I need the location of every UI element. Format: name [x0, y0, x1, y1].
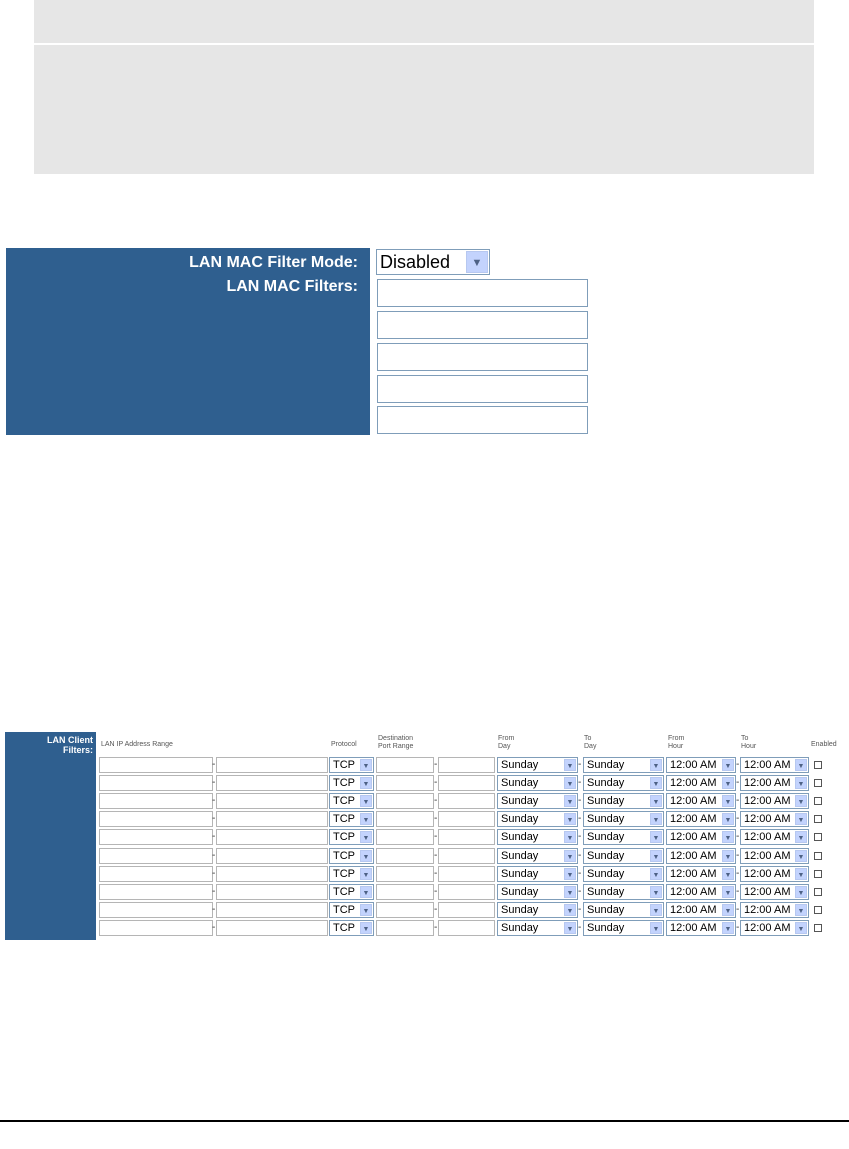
range-separator: -: [212, 813, 216, 825]
ip-range-end-input[interactable]: [216, 884, 328, 900]
chevron-down-icon[interactable]: ▼: [795, 922, 807, 934]
ip-range-start-input[interactable]: [99, 848, 216, 864]
from-day-select-value: Sunday: [501, 885, 539, 898]
chevron-down-icon[interactable]: ▼: [795, 831, 807, 843]
from-hour-select[interactable]: [666, 884, 736, 900]
ip-range-end-input[interactable]: [216, 793, 328, 809]
to-hour-select[interactable]: [740, 811, 809, 827]
to-day-select[interactable]: [583, 920, 664, 936]
to-hour-select-value: 12:00 AM: [744, 849, 791, 862]
range-separator: -: [212, 759, 216, 770]
chevron-down-icon[interactable]: ▼: [722, 904, 734, 916]
header-from-hour-line1: From: [668, 735, 685, 742]
chevron-down-icon[interactable]: ▼: [564, 795, 576, 807]
protocol-select[interactable]: [329, 866, 374, 882]
from-hour-select-value: 12:00 AM: [670, 759, 717, 771]
chevron-down-icon[interactable]: ▼: [360, 886, 372, 898]
ip-range-end-input[interactable]: [216, 757, 328, 773]
protocol-select[interactable]: [329, 920, 374, 936]
from-hour-select[interactable]: [666, 866, 736, 882]
ip-range-end-input[interactable]: [216, 775, 328, 791]
range-separator: -: [736, 885, 740, 897]
to-day-select-value: Sunday: [587, 795, 625, 808]
to-day-select-value: Sunday: [587, 867, 625, 880]
mac-filter-label-panel: [6, 248, 370, 435]
chevron-down-icon[interactable]: ▼: [650, 868, 662, 880]
range-separator: -: [578, 777, 582, 789]
chevron-down-icon[interactable]: ▼: [360, 831, 372, 843]
ip-range-start-input[interactable]: [99, 757, 216, 773]
from-hour-select[interactable]: [666, 920, 736, 936]
range-separator: -: [736, 813, 740, 825]
chevron-down-icon[interactable]: ▼: [722, 777, 734, 789]
protocol-select[interactable]: [329, 848, 374, 864]
to-day-select[interactable]: [583, 775, 664, 791]
from-day-select-value: Sunday: [501, 903, 539, 916]
dest-port-end-input[interactable]: [438, 884, 495, 900]
range-separator: -: [434, 795, 438, 807]
protocol-select-value: TCP: [333, 813, 355, 826]
protocol-select[interactable]: [329, 811, 374, 827]
to-day-select[interactable]: [583, 757, 664, 773]
from-day-select[interactable]: [497, 757, 578, 773]
ip-range-end-input[interactable]: [216, 920, 328, 936]
chevron-down-icon[interactable]: ▼: [795, 777, 807, 789]
chevron-down-icon[interactable]: ▼: [564, 813, 576, 825]
chevron-down-icon[interactable]: ▼: [650, 886, 662, 898]
from-hour-select-value: 12:00 AM: [670, 885, 717, 898]
top-info-panel: [34, 0, 814, 174]
ip-range-end-input[interactable]: [216, 902, 328, 918]
range-separator: -: [434, 867, 438, 879]
chevron-down-icon[interactable]: ▼: [650, 831, 662, 843]
chevron-down-icon[interactable]: ▼: [360, 850, 372, 862]
from-hour-select-value: 12:00 AM: [670, 831, 717, 844]
to-day-select-value: Sunday: [587, 885, 625, 898]
chevron-down-icon[interactable]: ▼: [564, 922, 576, 934]
dest-port-end-input[interactable]: [438, 829, 495, 845]
chevron-down-icon[interactable]: ▼: [722, 886, 734, 898]
enabled-checkbox[interactable]: [814, 797, 822, 805]
range-separator: -: [578, 831, 582, 843]
chevron-down-icon[interactable]: ▼: [564, 904, 576, 916]
dest-port-start-input[interactable]: [376, 793, 434, 809]
to-hour-select[interactable]: [740, 793, 809, 809]
dest-port-end-input[interactable]: [438, 775, 495, 791]
filter-row: [0, 828, 849, 846]
protocol-select-value: TCP: [333, 867, 355, 880]
range-separator: -: [212, 867, 216, 879]
range-separator: -: [736, 903, 740, 915]
from-hour-select[interactable]: [666, 775, 736, 791]
header-to-day-line1: To: [584, 735, 592, 742]
mac-filters-label: LAN MAC Filters:: [226, 278, 358, 295]
from-day-select[interactable]: [497, 848, 578, 864]
to-hour-select[interactable]: [740, 884, 809, 900]
protocol-select-value: TCP: [333, 831, 355, 844]
range-separator: -: [212, 849, 216, 861]
from-day-select[interactable]: [497, 902, 578, 918]
enabled-checkbox[interactable]: [814, 906, 822, 914]
enabled-checkbox[interactable]: [814, 852, 822, 860]
protocol-select-value: TCP: [333, 777, 355, 790]
chevron-down-icon[interactable]: ▼: [650, 795, 662, 807]
enabled-checkbox[interactable]: [814, 779, 822, 787]
mac-filter-input-1[interactable]: [377, 279, 588, 307]
lan-client-filters-title: [13, 735, 93, 755]
protocol-select[interactable]: [329, 829, 374, 845]
chevron-down-icon[interactable]: ▼: [650, 777, 662, 789]
header-to-day: [584, 735, 596, 751]
range-separator: -: [434, 849, 438, 861]
from-day-select[interactable]: [497, 775, 578, 791]
chevron-down-icon[interactable]: ▼: [722, 759, 734, 771]
chevron-down-icon[interactable]: ▼: [564, 886, 576, 898]
range-separator: -: [434, 903, 438, 915]
chevron-down-icon[interactable]: ▼: [650, 904, 662, 916]
from-day-select-value: Sunday: [501, 777, 539, 790]
protocol-select[interactable]: [329, 902, 374, 918]
to-day-select[interactable]: [583, 811, 664, 827]
range-separator: -: [736, 831, 740, 843]
enabled-checkbox[interactable]: [814, 815, 822, 823]
dest-port-start-input[interactable]: [376, 920, 434, 936]
to-hour-select[interactable]: [740, 866, 809, 882]
header-destination-line2: Port Range: [378, 743, 414, 750]
to-day-select-value: Sunday: [587, 849, 625, 862]
protocol-select[interactable]: [329, 757, 374, 773]
protocol-select-value: TCP: [333, 849, 355, 862]
ip-range-start-input[interactable]: [99, 811, 216, 827]
filter-row: [0, 774, 849, 792]
header-ip-range: LAN IP Address Range: [101, 741, 173, 748]
mac-filter-input-5[interactable]: [377, 406, 588, 434]
range-separator: -: [434, 885, 438, 897]
header-from-day-line1: From: [498, 735, 515, 742]
ip-range-end-input[interactable]: [216, 829, 328, 845]
header-protocol: Protocol: [331, 741, 357, 748]
dest-port-start-input[interactable]: [376, 848, 434, 864]
chevron-down-icon[interactable]: ▼: [360, 904, 372, 916]
range-separator: -: [434, 759, 438, 770]
lan-client-title-line1: LAN Client: [47, 735, 93, 745]
range-separator: -: [434, 921, 438, 933]
from-hour-select[interactable]: [666, 902, 736, 918]
from-day-select[interactable]: [497, 793, 578, 809]
header-destination: [378, 735, 413, 751]
dest-port-start-input[interactable]: [376, 775, 434, 791]
from-day-select[interactable]: [497, 884, 578, 900]
mac-filter-input-3[interactable]: [377, 343, 588, 371]
to-hour-select-value: 12:00 AM: [744, 759, 791, 771]
mac-filter-mode-select[interactable]: [376, 249, 490, 275]
range-separator: -: [736, 867, 740, 879]
range-separator: -: [736, 849, 740, 861]
from-hour-select[interactable]: [666, 829, 736, 845]
enabled-checkbox[interactable]: [814, 833, 822, 841]
to-hour-select[interactable]: [740, 848, 809, 864]
chevron-down-icon[interactable]: ▼: [722, 813, 734, 825]
to-hour-select-value: 12:00 AM: [744, 813, 791, 826]
from-hour-select[interactable]: [666, 848, 736, 864]
chevron-down-icon[interactable]: ▼: [722, 795, 734, 807]
from-hour-select[interactable]: [666, 757, 736, 773]
range-separator: -: [434, 831, 438, 843]
filter-row: [0, 847, 849, 865]
dest-port-start-input[interactable]: [376, 902, 434, 918]
ip-range-start-input[interactable]: [99, 902, 216, 918]
from-hour-select-value: 12:00 AM: [670, 903, 717, 916]
from-hour-select-value: 12:00 AM: [670, 795, 717, 808]
header-enabled: Enabled: [811, 741, 837, 748]
from-day-select-value: Sunday: [501, 849, 539, 862]
chevron-down-icon[interactable]: ▼: [722, 850, 734, 862]
chevron-down-icon[interactable]: ▼: [650, 759, 662, 771]
chevron-down-icon[interactable]: ▼: [360, 795, 372, 807]
chevron-down-icon[interactable]: ▼: [564, 759, 576, 771]
header-to-day-line2: Day: [584, 743, 597, 750]
to-day-select[interactable]: [583, 793, 664, 809]
from-day-select-value: Sunday: [501, 759, 539, 771]
header-from-hour-line2: Hour: [668, 743, 684, 750]
from-hour-select-value: 12:00 AM: [670, 867, 717, 880]
ip-range-start-input[interactable]: [99, 793, 216, 809]
range-separator: -: [212, 795, 216, 807]
to-hour-select-value: 12:00 AM: [744, 777, 791, 790]
chevron-down-icon[interactable]: ▼: [564, 777, 576, 789]
from-day-select[interactable]: [497, 920, 578, 936]
dest-port-end-input[interactable]: [438, 866, 495, 882]
range-separator: -: [212, 903, 216, 915]
protocol-select-value: TCP: [333, 885, 355, 898]
from-hour-select-value: 12:00 AM: [670, 777, 717, 790]
from-day-select[interactable]: [497, 866, 578, 882]
header-to-hour-line2: Hour: [741, 743, 757, 750]
page-bottom-rule: [0, 1120, 849, 1122]
range-separator: -: [212, 777, 216, 789]
chevron-down-icon[interactable]: ▼: [360, 813, 372, 825]
to-hour-select-value: 12:00 AM: [744, 795, 791, 808]
chevron-down-icon[interactable]: ▼: [650, 813, 662, 825]
protocol-select-value: TCP: [333, 795, 355, 808]
protocol-select[interactable]: [329, 884, 374, 900]
range-separator: -: [212, 885, 216, 897]
dest-port-start-input[interactable]: [376, 866, 434, 882]
range-separator: -: [578, 813, 582, 825]
filter-row: [0, 865, 849, 883]
header-destination-line1: Destination: [378, 735, 414, 742]
chevron-down-icon[interactable]: ▼: [360, 868, 372, 880]
ip-range-start-input[interactable]: [99, 920, 216, 936]
to-day-select-value: Sunday: [587, 831, 625, 844]
range-separator: -: [578, 903, 582, 915]
ip-range-start-input[interactable]: [99, 829, 216, 845]
to-hour-select[interactable]: [740, 902, 809, 918]
to-hour-select-value: 12:00 AM: [744, 921, 791, 934]
range-separator: -: [434, 777, 438, 789]
chevron-down-icon[interactable]: ▼: [795, 795, 807, 807]
to-day-select[interactable]: [583, 829, 664, 845]
mac-filter-mode-label: LAN MAC Filter Mode:: [189, 254, 358, 271]
chevron-down-icon[interactable]: ▼: [360, 777, 372, 789]
from-day-select-value: Sunday: [501, 867, 539, 880]
dest-port-start-input[interactable]: [376, 757, 434, 773]
range-separator: -: [578, 867, 582, 879]
to-day-select-value: Sunday: [587, 813, 625, 826]
range-separator: -: [736, 795, 740, 807]
chevron-down-icon[interactable]: ▼: [795, 868, 807, 880]
filter-row: [0, 810, 849, 828]
protocol-select-value: TCP: [333, 903, 355, 916]
to-day-select-value: Sunday: [587, 759, 625, 771]
chevron-down-icon[interactable]: ▼: [564, 868, 576, 880]
chevron-down-icon[interactable]: ▼: [722, 922, 734, 934]
dest-port-start-input[interactable]: [376, 829, 434, 845]
header-to-hour: [741, 735, 756, 751]
from-hour-select-value: 12:00 AM: [670, 921, 717, 934]
chevron-down-icon[interactable]: ▼: [650, 922, 662, 934]
mac-filter-mode-value: Disabled: [380, 252, 451, 272]
chevron-down-icon[interactable]: ▼: [722, 868, 734, 880]
to-day-select-value: Sunday: [587, 777, 625, 790]
to-hour-select[interactable]: [740, 920, 809, 936]
mac-filter-input-4[interactable]: [377, 375, 588, 403]
range-separator: -: [736, 921, 740, 933]
header-from-hour: [668, 735, 684, 751]
range-separator: -: [434, 813, 438, 825]
range-separator: -: [212, 921, 216, 933]
ip-range-end-input[interactable]: [216, 811, 328, 827]
range-separator: -: [736, 759, 740, 770]
enabled-checkbox[interactable]: [814, 924, 822, 932]
protocol-select-value: TCP: [333, 921, 355, 934]
from-hour-select-value: 12:00 AM: [670, 849, 717, 862]
to-hour-select-value: 12:00 AM: [744, 903, 791, 916]
mac-filter-input-2[interactable]: [377, 311, 588, 339]
to-day-select[interactable]: [583, 848, 664, 864]
to-hour-select-value: 12:00 AM: [744, 885, 791, 898]
chevron-down-icon[interactable]: ▼: [722, 831, 734, 843]
range-separator: -: [212, 831, 216, 843]
chevron-down-icon[interactable]: ▼: [564, 831, 576, 843]
from-day-select[interactable]: [497, 829, 578, 845]
dest-port-end-input[interactable]: [438, 920, 495, 936]
from-day-select[interactable]: [497, 811, 578, 827]
to-hour-select-value: 12:00 AM: [744, 867, 791, 880]
range-separator: -: [736, 777, 740, 789]
header-to-hour-line1: To: [741, 735, 749, 742]
header-from-day-line2: Day: [498, 743, 511, 750]
ip-range-start-input[interactable]: [99, 884, 216, 900]
range-separator: -: [578, 921, 582, 933]
protocol-select[interactable]: [329, 775, 374, 791]
chevron-down-icon[interactable]: ▼: [650, 850, 662, 862]
header-from-day: [498, 735, 514, 751]
panel-divider: [34, 43, 814, 45]
lan-client-title-line2: Filters:: [62, 745, 93, 755]
from-hour-select-value: 12:00 AM: [670, 813, 717, 826]
to-day-select[interactable]: [583, 884, 664, 900]
chevron-down-icon[interactable]: ▼: [795, 886, 807, 898]
dest-port-end-input[interactable]: [438, 757, 495, 773]
filter-row: [0, 883, 849, 901]
chevron-down-icon[interactable]: ▼: [795, 759, 807, 771]
from-day-select-value: Sunday: [501, 921, 539, 934]
chevron-down-icon[interactable]: ▼: [795, 850, 807, 862]
chevron-down-icon[interactable]: ▼: [564, 850, 576, 862]
to-hour-select[interactable]: [740, 757, 809, 773]
to-hour-select[interactable]: [740, 829, 809, 845]
filter-row: [0, 901, 849, 919]
chevron-down-icon[interactable]: ▼: [360, 759, 372, 771]
chevron-down-icon[interactable]: ▼: [466, 251, 488, 273]
range-separator: -: [578, 885, 582, 897]
dest-port-end-input[interactable]: [438, 811, 495, 827]
range-separator: -: [578, 759, 582, 770]
dest-port-start-input[interactable]: [376, 884, 434, 900]
ip-range-end-input[interactable]: [216, 866, 328, 882]
ip-range-start-input[interactable]: [99, 866, 216, 882]
ip-range-end-input[interactable]: [216, 848, 328, 864]
from-day-select-value: Sunday: [501, 831, 539, 844]
to-hour-select-value: 12:00 AM: [744, 831, 791, 844]
chevron-down-icon[interactable]: ▼: [795, 904, 807, 916]
from-day-select-value: Sunday: [501, 795, 539, 808]
to-day-select[interactable]: [583, 866, 664, 882]
filter-row: [0, 792, 849, 810]
dest-port-end-input[interactable]: [438, 902, 495, 918]
from-day-select-value: Sunday: [501, 813, 539, 826]
to-day-select[interactable]: [583, 902, 664, 918]
ip-range-start-input[interactable]: [99, 775, 216, 791]
range-separator: -: [578, 795, 582, 807]
dest-port-end-input[interactable]: [438, 793, 495, 809]
from-hour-select[interactable]: [666, 793, 736, 809]
to-day-select-value: Sunday: [587, 903, 625, 916]
dest-port-end-input[interactable]: [438, 848, 495, 864]
to-day-select-value: Sunday: [587, 921, 625, 934]
filter-row: [0, 919, 849, 937]
protocol-select-value: TCP: [333, 759, 355, 771]
protocol-select[interactable]: [329, 793, 374, 809]
dest-port-start-input[interactable]: [376, 811, 434, 827]
enabled-checkbox[interactable]: [814, 761, 822, 769]
enabled-checkbox[interactable]: [814, 870, 822, 878]
enabled-checkbox[interactable]: [814, 888, 822, 896]
filter-row: [0, 756, 849, 774]
to-hour-select[interactable]: [740, 775, 809, 791]
range-separator: -: [578, 849, 582, 861]
chevron-down-icon[interactable]: ▼: [360, 922, 372, 934]
chevron-down-icon[interactable]: ▼: [795, 813, 807, 825]
from-hour-select[interactable]: [666, 811, 736, 827]
